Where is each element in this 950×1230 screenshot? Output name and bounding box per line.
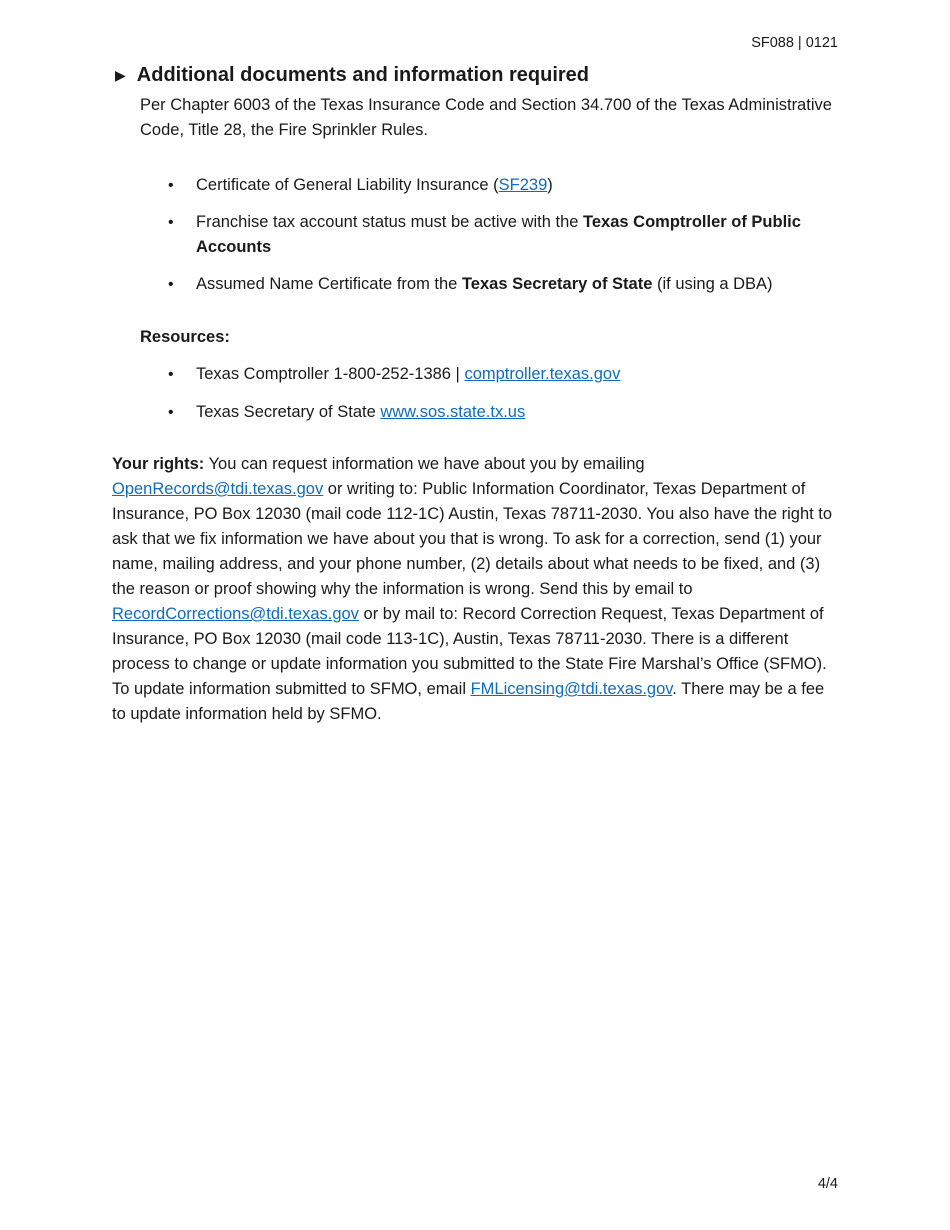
rights-text: or writing to: Public Information Coordinator, Texas Department of Insurance, PO Box 12030 (mail code 112-1C) Austin, Texas 78711-2030. You also have the right to ask that we fix information we have about you that is wrong. To ask for a correction, send (1) your name, mailing address, and your phone number, (2) details about what needs to be fixed, and (3) the reason or proof showing why the information is wrong. Send this by email to bbox=[112, 480, 833, 598]
requirement-text: Certificate of General Liability Insurance ( bbox=[196, 176, 499, 194]
requirement-bold-text: Texas Comptroller of Public Accounts bbox=[196, 213, 801, 256]
resource-text: Texas Comptroller 1-800-252-1386 | bbox=[196, 365, 465, 383]
intro-paragraph: Per Chapter 6003 of the Texas Insurance Code and Section 34.700 of the Texas Administrative Code, Title 28, the Fire Sprinkler Rules. bbox=[140, 96, 832, 139]
fmlicensing-email-link[interactable]: FMLicensing@tdi.texas.gov bbox=[470, 680, 673, 698]
requirement-text: Franchise tax account status must be active with the bbox=[196, 213, 584, 231]
sf239-link[interactable]: SF239 bbox=[498, 176, 548, 194]
list-item bbox=[168, 272, 838, 297]
requirement-text: (if using a DBA) bbox=[652, 275, 773, 293]
requirements-list bbox=[112, 173, 838, 297]
comptroller-link[interactable]: comptroller.texas.gov bbox=[464, 365, 621, 383]
rights-text: You can request information we have about you by emailing bbox=[204, 455, 645, 473]
document-ref: SF088 | 0121 bbox=[751, 35, 838, 51]
rights-text: . There may be a fee to update information held by SFMO. bbox=[112, 680, 825, 723]
bullet-icon: • bbox=[168, 177, 174, 194]
recordcorrections-email-link[interactable]: RecordCorrections@tdi.texas.gov bbox=[112, 605, 359, 623]
resource-text: Texas Secretary of State bbox=[196, 403, 381, 421]
requirement-text: Assumed Name Certificate from the bbox=[196, 275, 462, 293]
resources-list bbox=[112, 362, 838, 425]
list-item bbox=[168, 362, 838, 387]
sos-link[interactable]: www.sos.state.tx.us bbox=[380, 403, 526, 421]
section-title: Additional documents and information required bbox=[136, 64, 590, 86]
bullet-icon: • bbox=[168, 366, 174, 383]
openrecords-email-link[interactable]: OpenRecords@tdi.texas.gov bbox=[112, 480, 324, 498]
rights-text: or by mail to: Record Correction Request, Texas Department of Insurance, PO Box 12030 (mail code 113-1C), Austin, Texas 78711-2030. There is a different process to change or update information you submitted to the State Fire Marshal’s Office (SFMO). To update information submitted to SFMO, email bbox=[112, 605, 827, 698]
bullet-icon: • bbox=[168, 276, 174, 293]
section-heading bbox=[115, 62, 838, 89]
arrow-right-icon: ▶ bbox=[115, 67, 126, 83]
bullet-icon: • bbox=[168, 214, 174, 231]
rights-label: Your rights: bbox=[112, 455, 205, 473]
page-number: 4/4 bbox=[817, 1176, 838, 1192]
list-item bbox=[168, 210, 838, 260]
requirement-bold-text: Texas Secretary of State bbox=[461, 275, 653, 293]
resources-label: Resources: bbox=[140, 328, 230, 346]
bullet-icon: • bbox=[168, 404, 174, 421]
requirement-text: ) bbox=[547, 176, 553, 194]
rights-paragraph bbox=[112, 452, 838, 727]
list-item bbox=[168, 400, 838, 425]
list-item bbox=[168, 173, 838, 198]
